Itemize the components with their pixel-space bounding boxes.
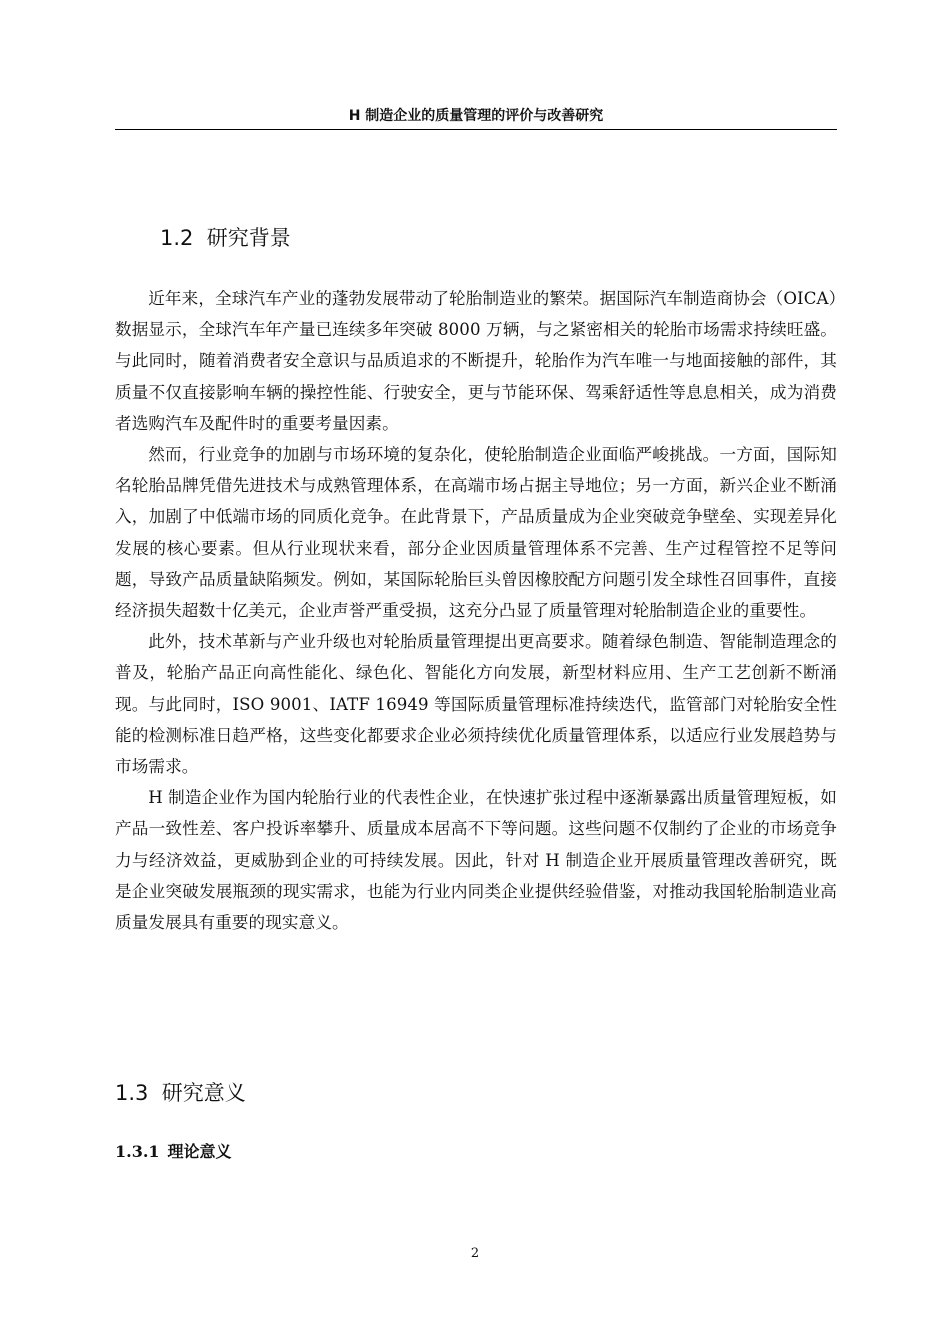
subsection-number: 1.3.1 bbox=[115, 1142, 160, 1161]
header-rule bbox=[115, 129, 837, 130]
paragraph: H 制造企业作为国内轮胎行业的代表性企业，在快速扩张过程中逐渐暴露出质量管理短板，如产品一致性差、客户投诉率攀升、质量成本居高不下等问题。这些问题不仅制约了企业的市场竞争力与经济效益，更威胁到企业的可持续发展。因此，针对 H 制造企业开展质量管理改善研究，既是企业突破发展瓶颈的现实需求，也能为行业内同类企业提供经验借鉴，对推动我国轮胎制造业高质量发展具有重要的现实意义。 bbox=[115, 788, 837, 933]
section-heading-1-2 bbox=[160, 223, 291, 253]
body-text bbox=[115, 283, 837, 938]
section-number: 1.2 bbox=[160, 226, 194, 250]
paragraph: 近年来，全球汽车产业的蓬勃发展带动了轮胎制造业的繁荣。据国际汽车制造商协会（OICA）数据显示，全球汽车年产量已连续多年突破 8000 万辆，与之紧密相关的轮胎市场需求持续旺盛。与此同时，随着消费者安全意识与品质追求的不断提升，轮胎作为汽车唯一与地面接触的部件，其质量不仅直接影响车辆的操控性能、行驶安全，更与节能环保、驾乘舒适性等息息相关，成为消费者选购汽车及配件时的重要考量因素。 bbox=[115, 289, 837, 433]
section-number: 1.3 bbox=[115, 1081, 149, 1105]
page-number: 2 bbox=[470, 1246, 480, 1261]
subsection-title: 理论意义 bbox=[167, 1142, 232, 1161]
paragraph: 此外，技术革新与产业升级也对轮胎质量管理提出更高要求。随着绿色制造、智能制造理念的普及，轮胎产品正向高性能化、绿色化、智能化方向发展，新型材料应用、生产工艺创新不断涌现。与此同时，ISO 9001、IATF 16949 等国际质量管理标准持续迭代，监管部门对轮胎安全性能的检测标准日趋严格，这些变化都要求企业必须持续优化质量管理体系，以适应行业发展趋势与市场需求。 bbox=[115, 632, 837, 777]
section-title: 研究意义 bbox=[161, 1081, 246, 1105]
running-header: H 制造企业的质量管理的评价与改善研究 bbox=[348, 108, 604, 124]
section-heading-1-3 bbox=[115, 1078, 246, 1108]
section-title: 研究背景 bbox=[206, 226, 291, 250]
paragraph: 然而，行业竞争的加剧与市场环境的复杂化，使轮胎制造企业面临严峻挑战。一方面，国际知名轮胎品牌凭借先进技术与成熟管理体系，在高端市场占据主导地位；另一方面，新兴企业不断涌入，加剧了中低端市场的同质化竞争。在此背景下，产品质量成为企业突破竞争壁垒、实现差异化发展的核心要素。但从行业现状来看，部分企业因质量管理体系不完善、生产过程管控不足等问题，导致产品质量缺陷频发。例如，某国际轮胎巨头曾因橡胶配方问题引发全球性召回事件，直接经济损失超数十亿美元，企业声誉严重受损，这充分凸显了质量管理对轮胎制造企业的重要性。 bbox=[115, 445, 837, 621]
subsection-heading-1-3-1 bbox=[115, 1140, 232, 1164]
